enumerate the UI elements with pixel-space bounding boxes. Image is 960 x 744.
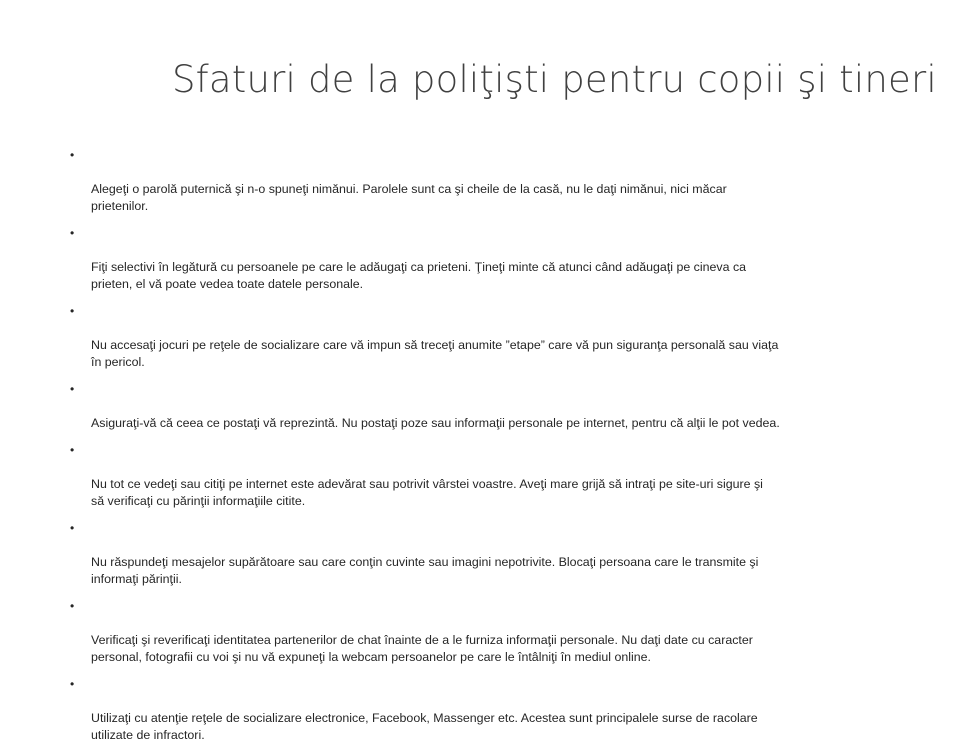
- list-item: [70, 381, 918, 432]
- bullet-dot-icon: •: [70, 382, 75, 396]
- bullet-list: [70, 147, 918, 744]
- list-item: [70, 303, 918, 371]
- bullet-text: Asiguraţi-vă că ceea ce postaţi vă reprezintă. Nu postaţi poze sau informaţii personale pe internet, pentru că alţii le pot vedea.: [91, 416, 780, 430]
- bullet-dot-icon: •: [70, 599, 75, 613]
- list-item: [70, 442, 918, 510]
- list-item: [70, 676, 918, 744]
- bullet-dot-icon: •: [70, 677, 75, 691]
- bullet-dot-icon: •: [70, 304, 75, 318]
- bullet-text: Nu răspundeţi mesajelor supărătoare sau care conţin cuvinte sau imagini nepotrivite. Blocaţi persoana care le transmite şi informaţi părinţii.: [91, 555, 759, 586]
- bullet-dot-icon: •: [70, 226, 75, 240]
- bullet-dot-icon: •: [70, 148, 75, 162]
- list-item: [70, 225, 918, 293]
- bullet-text: Verificaţi şi reverificaţi identitatea partenerilor de chat înainte de a le furniza informaţii personale. Nu daţi date cu caracter personal, fotografii cu voi şi nu vă expuneţi la webcam persoanelor pe care le întâlniţi în mediul online.: [91, 633, 753, 664]
- bullet-dot-icon: •: [70, 521, 75, 535]
- bullet-text: Fiţi selectivi în legătură cu persoanele pe care le adăugaţi ca prieteni. Ţineţi minte că atunci când adăugaţi pe cineva ca prieten, el vă poate vedea toate datele personale.: [91, 260, 747, 291]
- bullet-text: Utilizaţi cu atenţie reţele de socializare electronice, Facebook, Massenger etc. Acestea sunt principalele surse de racolare utilizate de infractori.: [91, 711, 758, 742]
- slide-title: Sfaturi de la poliţişti pentru copii şi tineri: [172, 58, 937, 101]
- bullet-text: Nu tot ce vedeţi sau citiţi pe internet este adevărat sau potrivit vârstei voastre. Aveţi mare grijă să intraţi pe site-uri sigure şi să verificaţi cu părinţii informaţiile citite.: [91, 477, 763, 508]
- bullet-text: Nu accesaţi jocuri pe reţele de socializare care vă impun să treceţi anumite ”etape” care vă pun siguranţa personală sau viaţa în pericol.: [91, 338, 779, 369]
- list-item: [70, 147, 918, 215]
- bullet-dot-icon: •: [70, 443, 75, 457]
- list-item: [70, 520, 918, 588]
- bullet-text: Alegeţi o parolă puternică şi n-o spuneţi nimănui. Parolele sunt ca şi cheile de la casă, nu le daţi nimănui, nici măcar prietenilor.: [91, 182, 727, 213]
- list-item: [70, 598, 918, 666]
